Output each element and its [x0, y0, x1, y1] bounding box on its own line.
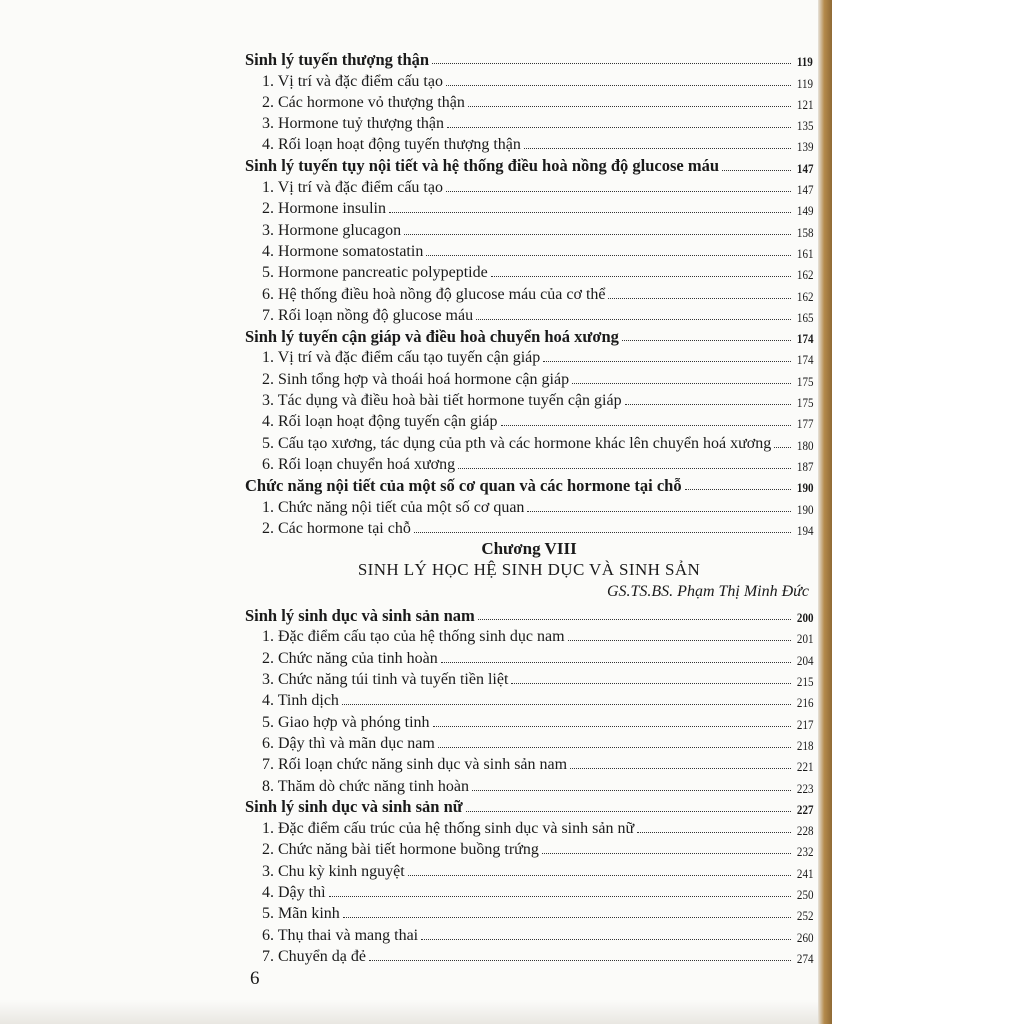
toc-item-row — [245, 366, 813, 387]
toc-item-row — [245, 345, 813, 366]
toc-item-title: 5. Mãn kinh — [262, 905, 340, 923]
toc-item-row — [245, 494, 813, 515]
page-number: 6 — [250, 968, 260, 989]
dot-leader — [433, 726, 791, 727]
toc-item-row — [245, 260, 813, 281]
chapter-author: GS.TS.BS. Phạm Thị Minh Đức — [606, 582, 809, 600]
toc-item-row — [245, 516, 813, 537]
dot-leader — [408, 875, 791, 876]
dot-leader — [329, 896, 791, 897]
toc-item-title: 3. Hormone glucagon — [262, 221, 402, 239]
dot-leader — [472, 790, 791, 791]
toc-page-number: 227 — [796, 801, 813, 817]
toc-item-title: 3. Chức năng túi tinh và tuyến tiền liệt — [262, 671, 509, 689]
toc-page-number: 119 — [796, 75, 813, 91]
dot-leader — [511, 683, 790, 684]
toc-item-row — [245, 196, 813, 217]
toc-item-row — [245, 175, 813, 196]
toc-item-row — [245, 731, 813, 752]
toc-item-title: 1. Vị trí và đặc điểm cấu tạo — [262, 179, 443, 197]
dot-leader — [774, 447, 790, 448]
toc-page-number: 201 — [796, 631, 813, 647]
toc-section-title: Sinh lý sinh dục và sinh sản nữ — [245, 797, 463, 817]
dot-leader — [426, 255, 790, 256]
dot-leader — [543, 361, 790, 362]
toc-item-title: 1. Chức năng nội tiết của một số cơ quan — [262, 498, 525, 516]
toc-page-number: 165 — [796, 309, 813, 325]
toc-item-title: 4. Rối loạn hoạt động tuyến cận giáp — [262, 413, 498, 431]
toc-item-title: 2. Hormone insulin — [262, 200, 386, 218]
dot-leader — [369, 960, 791, 961]
toc-page-number: 174 — [796, 331, 813, 347]
toc-section-title: Sinh lý tuyến thượng thận — [245, 49, 430, 69]
toc-page-number: 216 — [796, 695, 813, 711]
toc-item-row — [245, 688, 813, 709]
dot-leader — [476, 319, 790, 320]
toc-page-number: 174 — [796, 352, 813, 368]
toc-page-number: 223 — [796, 780, 813, 796]
dot-leader — [421, 939, 790, 940]
toc-page-number: 260 — [796, 929, 813, 945]
toc-page-number: 232 — [796, 844, 813, 860]
toc-item-row — [245, 837, 813, 858]
toc-item-row — [245, 132, 813, 153]
toc-item-row — [245, 667, 813, 688]
dot-leader — [432, 63, 791, 64]
toc-page-number: 147 — [796, 182, 813, 198]
toc-section-title: Sinh lý tuyến tụy nội tiết và hệ thống điều hoà nồng độ glucose máu — [245, 156, 720, 176]
toc-page-number: 175 — [796, 373, 813, 389]
book-edge — [818, 0, 832, 1024]
chapter-number: Chương VIII — [481, 538, 577, 558]
toc-page-number: 274 — [796, 950, 813, 966]
toc-page-number: 252 — [796, 908, 813, 924]
toc-item-row — [245, 624, 813, 645]
toc-item-title: 2. Chức năng bài tiết hormone buồng trứng — [262, 841, 539, 859]
toc-item-row — [245, 303, 813, 324]
toc-page-number: 204 — [796, 652, 813, 668]
toc-item-title: 3. Chu kỳ kinh nguyệt — [262, 862, 405, 880]
toc-item-title: 1. Đặc điểm cấu trúc của hệ thống sinh dục và sinh sản nữ — [262, 820, 635, 838]
toc-item-title: 3. Tác dụng và điều hoà bài tiết hormone tuyến cận giáp — [262, 392, 622, 410]
toc-page-number: 215 — [796, 674, 813, 690]
toc-page-number: 190 — [796, 480, 813, 496]
toc-item-row — [245, 773, 813, 794]
toc-item-row — [245, 68, 813, 89]
toc-section-row — [245, 47, 813, 68]
toc-item-title: 7. Rối loạn nồng độ glucose máu — [262, 306, 474, 324]
toc-item-title: 2. Sinh tổng hợp và thoái hoá hormone cận giáp — [262, 370, 570, 388]
toc-page-number: 177 — [796, 416, 813, 432]
toc-section-row — [245, 473, 813, 494]
dot-leader — [722, 170, 790, 171]
toc-section-title: Sinh lý tuyến cận giáp và điều hoà chuyển hoá xương — [245, 326, 619, 346]
toc-section-row — [245, 603, 813, 624]
toc-page-number: 187 — [796, 458, 813, 474]
toc-page-number: 162 — [796, 288, 813, 304]
toc-item-row — [245, 111, 813, 132]
toc-item-title: 6. Thụ thai và mang thai — [262, 926, 419, 944]
dot-leader — [404, 234, 790, 235]
toc-item-title: 1. Đặc điểm cấu tạo của hệ thống sinh dục nam — [262, 628, 565, 646]
toc-item-row — [245, 944, 813, 965]
dot-leader — [458, 468, 790, 469]
dot-leader — [568, 640, 791, 641]
dot-leader — [637, 832, 790, 833]
toc-item-title: 4. Rối loạn hoạt động tuyến thượng thận — [262, 136, 521, 154]
toc-item-row — [245, 816, 813, 837]
dot-leader — [501, 425, 791, 426]
dot-leader — [441, 662, 791, 663]
toc-item-title: 7. Chuyển dạ đẻ — [262, 947, 366, 965]
toc-item-row — [245, 752, 813, 773]
toc-page-number: 135 — [796, 118, 813, 134]
toc-item-row — [245, 281, 813, 302]
dot-leader — [342, 704, 791, 705]
toc-item-row — [245, 388, 813, 409]
toc-list-reproductive — [245, 603, 813, 965]
dot-leader — [491, 276, 791, 277]
toc-section-row — [245, 153, 813, 174]
toc-page-number: 200 — [796, 610, 813, 626]
toc-page-number: 194 — [796, 522, 813, 538]
dot-leader — [570, 768, 790, 769]
toc-section-title: Chức năng nội tiết của một số cơ quan và các hormone tại chỗ — [245, 475, 682, 495]
toc-item-row — [245, 858, 813, 879]
dot-leader — [343, 917, 791, 918]
toc-page-number: 218 — [796, 737, 813, 753]
toc-item-row — [245, 922, 813, 943]
toc-page-number: 190 — [796, 501, 813, 517]
dot-leader — [446, 191, 791, 192]
toc-item-title: 2. Chức năng của tinh hoàn — [262, 649, 438, 667]
toc-item-title: 6. Rối loạn chuyển hoá xương — [262, 455, 456, 473]
dot-leader — [685, 489, 791, 490]
dot-leader — [468, 106, 791, 107]
toc-list-endocrine — [245, 47, 813, 537]
toc-item-title: 3. Hormone tuỷ thượng thận — [262, 115, 444, 133]
toc-page-number: 180 — [796, 437, 813, 453]
toc-section-row — [245, 324, 813, 345]
toc-page-number: 162 — [796, 267, 813, 283]
toc-page-number: 175 — [796, 395, 813, 411]
toc-item-title: 4. Hormone somatostatin — [262, 242, 424, 260]
toc-page-number: 119 — [797, 54, 813, 70]
toc-page-number: 217 — [796, 716, 813, 732]
toc-page-number: 158 — [796, 224, 813, 240]
toc-item-title: 1. Vị trí và đặc điểm cấu tạo tuyến cận giáp — [262, 349, 541, 367]
toc-item-title: 2. Các hormone vỏ thượng thận — [262, 93, 465, 111]
dot-leader — [389, 212, 791, 213]
dot-leader — [446, 85, 791, 86]
toc-page-number: 149 — [796, 203, 813, 219]
dot-leader — [622, 340, 791, 341]
toc-item-title: 6. Dậy thì và mãn dục nam — [262, 734, 435, 752]
toc-section-title: Sinh lý sinh dục và sinh sản nam — [245, 605, 475, 625]
toc-page-number: 139 — [796, 139, 813, 155]
background — [824, 0, 1024, 1024]
dot-leader — [625, 404, 791, 405]
toc-item-title: 4. Dậy thì — [262, 883, 326, 901]
toc-section-row — [245, 795, 813, 816]
toc-item-row — [245, 645, 813, 666]
toc-page-number: 221 — [796, 759, 813, 775]
toc-item-title: 1. Vị trí và đặc điểm cấu tạo — [262, 72, 443, 90]
page-bottom-shadow — [0, 1000, 824, 1024]
toc-item-title: 5. Hormone pancreatic polypeptide — [262, 264, 488, 282]
toc-page-number: 241 — [796, 865, 813, 881]
toc-item-row — [245, 90, 813, 111]
dot-leader — [447, 127, 791, 128]
toc-item-row — [245, 239, 813, 260]
toc-item-title: 2. Các hormone tại chỗ — [262, 519, 411, 537]
toc-item-title: 5. Cấu tạo xương, tác dụng của pth và các hormone khác lên chuyển hoá xương — [262, 434, 772, 452]
toc-item-row — [245, 709, 813, 730]
toc-page-number: 250 — [796, 886, 813, 902]
dot-leader — [414, 532, 791, 533]
toc-page-number: 147 — [796, 160, 813, 176]
toc-item-row — [245, 430, 813, 451]
toc-item-row — [245, 409, 813, 430]
dot-leader — [527, 511, 790, 512]
toc-item-row — [245, 217, 813, 238]
chapter-heading — [245, 539, 813, 603]
toc-page-number: 228 — [796, 823, 813, 839]
toc-item-title: 8. Thăm dò chức năng tinh hoàn — [262, 777, 469, 795]
toc-page-number: 121 — [796, 96, 813, 112]
toc-item-title: 7. Rối loạn chức năng sinh dục và sinh sản nam — [262, 756, 568, 774]
toc-item-row — [245, 880, 813, 901]
dot-leader — [542, 853, 791, 854]
dot-leader — [608, 298, 790, 299]
toc-item-title: 6. Hệ thống điều hoà nồng độ glucose máu của cơ thể — [262, 285, 606, 303]
dot-leader — [466, 811, 791, 812]
toc-item-title: 5. Giao hợp và phóng tinh — [262, 713, 430, 731]
dot-leader — [572, 383, 790, 384]
table-of-contents — [245, 47, 813, 965]
toc-item-row — [245, 452, 813, 473]
chapter-title: SINH LÝ HỌC HỆ SINH DỤC VÀ SINH SẢN — [357, 559, 701, 579]
dot-leader — [478, 619, 791, 620]
toc-item-title: 4. Tinh dịch — [262, 692, 339, 710]
dot-leader — [438, 747, 791, 748]
dot-leader — [524, 148, 791, 149]
toc-page-number: 161 — [796, 245, 813, 261]
toc-item-row — [245, 901, 813, 922]
